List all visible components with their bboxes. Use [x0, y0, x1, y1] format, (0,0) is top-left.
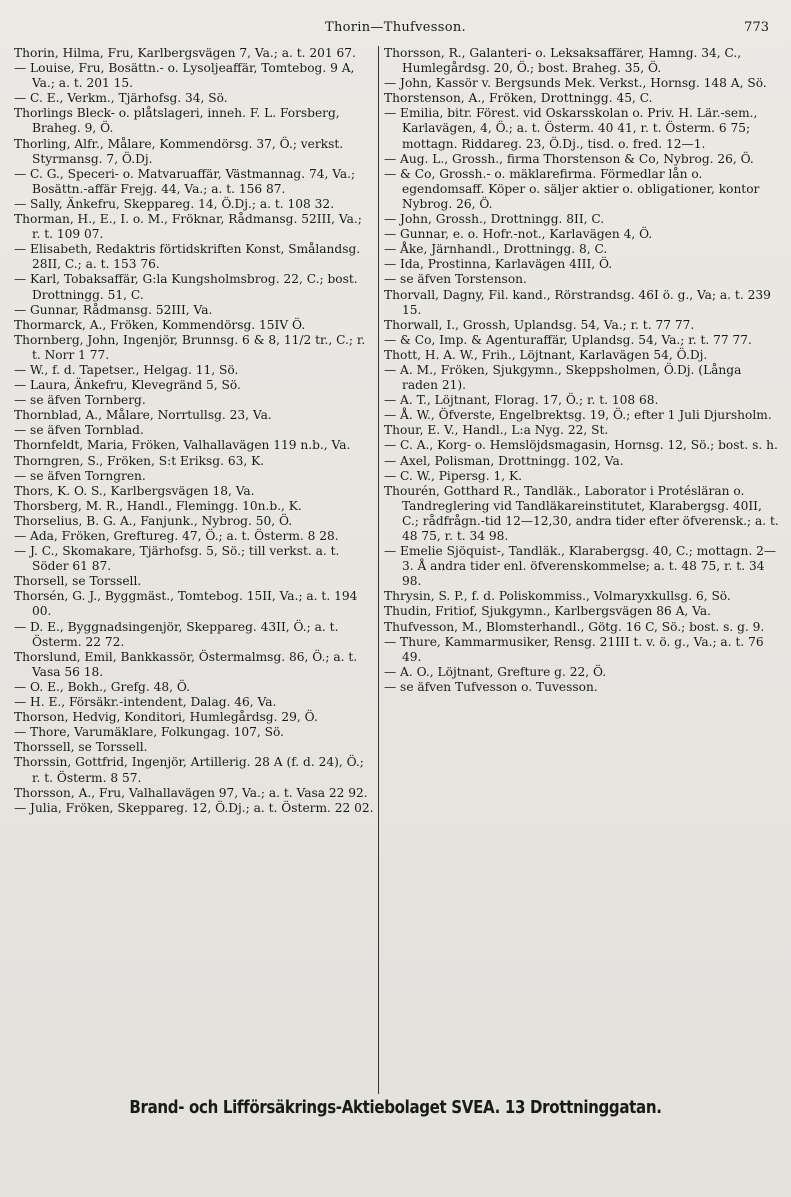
directory-entry: — A. M., Fröken, Sjukgymn., Skeppsholmen, Ö.Dj. (Långa raden 21). [384, 362, 742, 393]
directory-entry: — C. W., Pipersg. 1, K. [384, 468, 522, 483]
page-number: 773 [744, 20, 769, 35]
directory-entry: Thorsell, se Torssell. [14, 574, 142, 589]
directory-entry: Thormarck, A., Fröken, Kommendörsg. 15IV Ö. [14, 317, 306, 332]
directory-entry: — Gunnar, e. o. Hofr.-not., Karlavägen 4, Ö. [384, 227, 653, 242]
directory-entry: — Åke, Järnhandl., Drottningg. 8, C. [384, 242, 608, 257]
directory-entry: Thott, H. A. W., Frih., Löjtnant, Karlavägen 54, Ö.Dj. [384, 347, 708, 362]
directory-entry: Thorngren, S., Fröken, S:t Eriksg. 63, K. [14, 453, 265, 468]
right-column [384, 46, 781, 1094]
directory-entry: Thorsson, R., Galanteri- o. Leksaksaffärer, Hamng. 34, C., Humlegårdsg. 20, Ö.; bost. Braheg. 35, Ö. [384, 46, 742, 76]
directory-entry: — W., f. d. Tapetser., Helgag. 11, Sö. [14, 362, 239, 377]
directory-entry: — se äfven Tornblad. [14, 423, 144, 438]
directory-entry: — C. E., Verkm., Tjärhofsg. 34, Sö. [14, 91, 228, 106]
footer-advertisement: Brand- och Lifförsäkrings-Aktiebolaget SVEA. 13 Drottninggatan. [129, 1098, 662, 1118]
directory-entry: Thorin, Hilma, Fru, Karlbergsvägen 7, Va.; a. t. 201 67. [14, 46, 356, 60]
directory-entry: Thorwall, I., Grossh, Uplandsg. 54, Va.; r. t. 77 77. [384, 317, 695, 332]
directory-entry: Thorssell, se Torssell. [14, 740, 148, 755]
directory-entry: — Ida, Prostinna, Karlavägen 4III, Ö. [384, 257, 613, 272]
directory-entry: Thorlings Bleck- o. plåtslageri, inneh. F. L. Forsberg, Braheg. 9, Ö. [14, 106, 340, 136]
directory-entry: Thorstenson, A., Fröken, Drottningg. 45, C. [384, 91, 653, 106]
directory-entry: Thorsberg, M. R., Handl., Flemingg. 10n.b., K. [14, 498, 302, 513]
directory-entry: — O. E., Bokh., Grefg. 48, Ö. [14, 679, 190, 694]
directory-entry: — & Co, Imp. & Agenturaffär, Uplandsg. 54, Va.; r. t. 77 77. [384, 332, 752, 347]
directory-entry: — Axel, Polisman, Drottningg. 102, Va. [384, 453, 624, 468]
directory-entry: Thorssin, Gottfrid, Ingenjör, Artillerig. 28 A (f. d. 24), Ö.; r. t. Österm. 8 57. [14, 755, 364, 785]
directory-entry: — Thure, Kammarmusiker, Rensg. 21III t. v. ö. g., Va.; a. t. 76 49. [384, 634, 764, 664]
directory-entry: — Thore, Varumäklare, Folkungag. 107, Sö. [14, 725, 285, 740]
directory-entry: Thorsén, G. J., Byggmäst., Tomtebog. 15II, Va.; a. t. 194 00. [14, 589, 358, 619]
directory-entry: Thornfeldt, Maria, Fröken, Valhallavägen 119 n.b., Va. [14, 438, 351, 453]
directory-entry: Thour, E. V., Handl., L:a Nyg. 22, St. [384, 423, 609, 438]
directory-entry: — Julia, Fröken, Skeppareg. 12, Ö.Dj.; a. t. Österm. 22 02. [14, 800, 374, 815]
directory-entry: Thudin, Fritiof, Sjukgymn., Karlbergsvägen 86 A, Va. [384, 604, 711, 619]
directory-entry: — Elisabeth, Redaktris förtidskriften Konst, Smålandsg. 28II, C.; a. t. 153 76. [14, 242, 361, 272]
directory-entry: — Ada, Fröken, Greftureg. 47, Ö.; a. t. Österm. 8 28. [14, 529, 339, 543]
directory-entry: — Gunnar, Rådmansg. 52III, Va. [14, 302, 213, 317]
directory-entry: — John, Grossh., Drottningg. 8II, C. [384, 212, 605, 227]
directory-entry: — J. C., Skomakare, Tjärhofsg. 5, Sö.; till verkst. a. t. Söder 61 87. [14, 544, 340, 574]
directory-entry: Thorsson, A., Fru, Valhallavägen 97, Va.; a. t. Vasa 22 92. [14, 785, 368, 800]
directory-columns [14, 46, 781, 1094]
directory-entry: — se äfven Torngren. [14, 468, 146, 483]
directory-entry: — A. O., Löjtnant, Grefture g. 22, Ö. [384, 664, 607, 679]
directory-entry: Thorman, H., E., I. o. M., Fröknar, Rådmansg. 52III, Va.; r. t. 109 07. [14, 212, 362, 242]
directory-entry: Thornberg, John, Ingenjör, Brunnsg. 6 & 8, 11/2 tr., C.; r. t. Norr 1 77. [14, 332, 366, 362]
directory-entry: — Laura, Änkefru, Klevegränd 5, Sö. [14, 378, 241, 393]
directory-entry: — se äfven Tufvesson o. Tuvesson. [384, 679, 598, 694]
left-column [14, 46, 374, 1094]
directory-entry: — Karl, Tobaksaffär, G:la Kungsholmsbrog. 22, C.; bost. Drottningg. 51, C. [14, 272, 358, 302]
directory-entry: — A. T., Löjtnant, Florag. 17, Ö.; r. t. 108 68. [384, 393, 659, 408]
directory-entry: — Å. W., Öfverste, Engelbrektsg. 19, Ö.; efter 1 Juli Djursholm. [384, 408, 772, 423]
directory-entry: — se äfven Tornberg. [14, 393, 146, 408]
directory-entry: Thornblad, A., Målare, Norrtullsg. 23, Va. [14, 408, 272, 423]
directory-entry: Thrysin, S. P., f. d. Poliskommiss., Volmaryxkullsg. 6, Sö. [384, 589, 731, 604]
directory-entry: Thorslund, Emil, Bankkassör, Östermalmsg. 86, Ö.; a. t. Vasa 56 18. [14, 649, 358, 679]
directory-entry: — C. A., Korg- o. Hemslöjdsmagasin, Hornsg. 12, Sö.; bost. s. h. [384, 438, 778, 453]
directory-entry: Thourén, Gotthard R., Tandläk., Laborator i Protésläran o. Tandreglering vid Tandläkareinstitutet, Klarabergsg. 40II, C.; rådfrågn.-tid 12—12,30, andra tider efter öfverensk.; a. t. 48 75, r. t. 34 98. [384, 483, 779, 543]
directory-entry: Thufvesson, M., Blomsterhandl., Götg. 16 C, Sö.; bost. s. g. 9. [384, 619, 765, 634]
directory-entry: — Emilia, bitr. Förest. vid Oskarsskolan o. Priv. H. Lär.-sem., Karlavägen, 4, Ö.; a. t. Österm. 40 41, r. t. Österm. 6 75; mottagn. Riddareg. 23, Ö.Dj., tisd. o. fred. 12—1. [384, 106, 758, 151]
directory-entry: — Emelie Sjöquist-, Tandläk., Klarabergsg. 40, C.; mottagn. 2—3. Å andra tider enl. öfverenskommelse; a. t. 48 75, r. t. 34 98. [384, 544, 777, 589]
directory-entry: Thorvall, Dagny, Fil. kand., Rörstrandsg. 46I ö. g., Va; a. t. 239 15. [384, 287, 771, 317]
directory-entry: Thorling, Alfr., Målare, Kommendörsg. 37, Ö.; verkst. Styrmansg. 7, Ö.Dj. [14, 136, 344, 166]
directory-entry: — C. G., Speceri- o. Matvaruaffär, Västmannag. 74, Va.; Bosättn.-affär Frejg. 44, Va.; a. t. 156 87. [14, 166, 356, 196]
directory-entry: — H. E., Försäkr.-intendent, Dalag. 46, Va. [14, 695, 277, 710]
directory-entry: — John, Kassör v. Bergsunds Mek. Verkst., Hornsg. 148 A, Sö. [384, 76, 767, 91]
directory-entry: Thorselius, B. G. A., Fanjunk., Nybrog. 50, Ö. [14, 513, 293, 528]
directory-entry: — D. E., Byggnadsingenjör, Skeppareg. 43II, Ö.; a. t. Österm. 22 72. [14, 619, 339, 649]
directory-entry: — & Co, Grossh.- o. mäklarefirma. Förmedlar lån o. egendomsaff. Köper o. säljer aktier o. obligationer, kontor Nybrog. 26, Ö. [384, 166, 760, 211]
directory-entry: — Louise, Fru, Bosättn.- o. Lysoljeaffär, Tomtebog. 9 A, Va.; a. t. 201 15. [14, 61, 355, 91]
directory-entry: — Aug. L., Grossh., firma Thorstenson & Co, Nybrog. 26, Ö. [384, 151, 754, 166]
running-head: Thorin—Thufvesson. [325, 20, 466, 35]
directory-entry: — se äfven Torstenson. [384, 272, 527, 287]
page-header [0, 20, 791, 44]
column-divider [378, 46, 379, 1094]
directory-entry: Thorson, Hedvig, Konditori, Humlegårdsg. 29, Ö. [14, 710, 318, 725]
directory-entry: Thors, K. O. S., Karlbergsvägen 18, Va. [14, 483, 255, 498]
directory-entry: — Sally, Änkefru, Skeppareg. 14, Ö.Dj.; a. t. 108 32. [14, 196, 335, 211]
